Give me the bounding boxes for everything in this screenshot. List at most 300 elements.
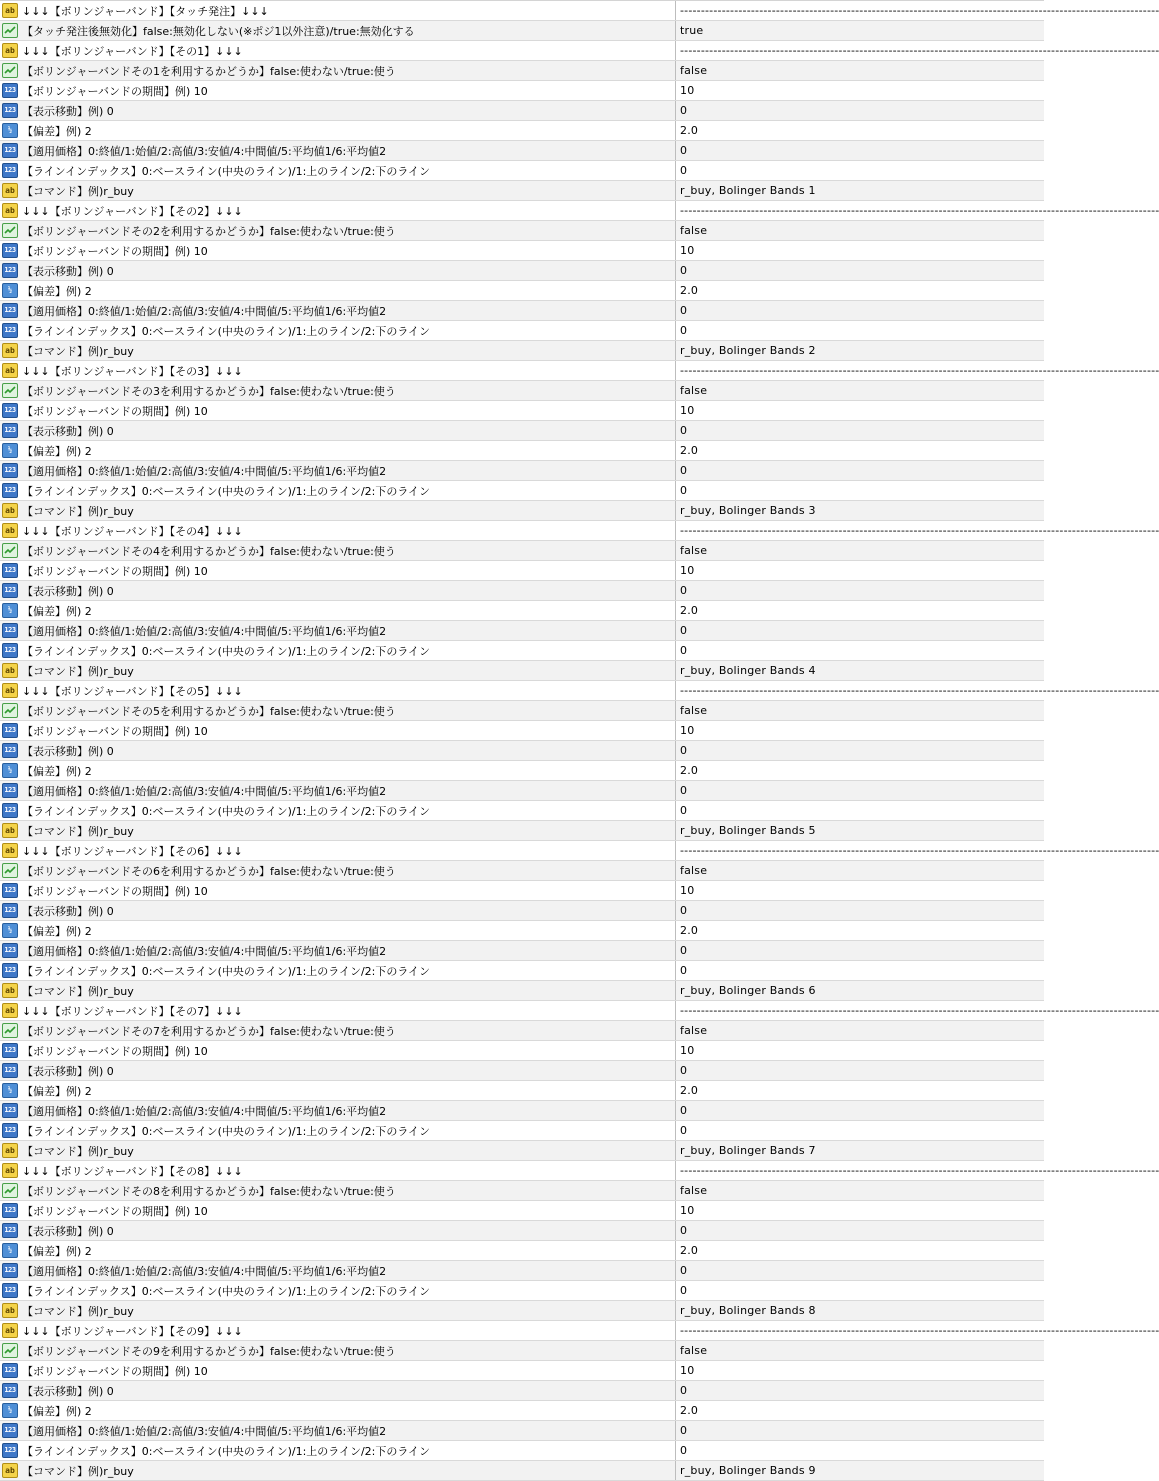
- integer-type-icon: 123: [2, 303, 18, 318]
- parameter-value-cell[interactable]: 10: [680, 1044, 695, 1057]
- parameter-name: 【ボリンジャーバンドの期間】例) 10: [22, 1204, 208, 1218]
- parameter-value-cell[interactable]: -------------------------------------------------------------------------------------------------------------------: [680, 524, 1159, 537]
- parameter-row-65[interactable]: [0, 1281, 1044, 1301]
- parameter-value-cell[interactable]: 2.0: [680, 924, 699, 937]
- parameter-name: 【表示移動】例) 0: [22, 744, 114, 758]
- parameter-row-67[interactable]: [0, 1321, 1159, 1341]
- parameter-name-cell[interactable]: [0, 901, 676, 920]
- parameter-row-41[interactable]: [0, 801, 1044, 821]
- parameter-value-cell[interactable]: 10: [680, 564, 695, 577]
- parameter-row-64[interactable]: [0, 1261, 1044, 1281]
- parameter-name-cell[interactable]: [0, 381, 676, 400]
- string-type-icon: ab: [2, 503, 18, 518]
- parameter-value-cell[interactable]: 0: [680, 1444, 688, 1457]
- double-type-icon: ½: [2, 763, 18, 778]
- parameter-name-cell[interactable]: [0, 281, 676, 300]
- parameter-row-61[interactable]: [0, 1201, 1044, 1221]
- parameter-value-cell[interactable]: 0: [680, 164, 688, 177]
- parameter-name-cell[interactable]: [0, 541, 676, 560]
- parameter-row-12[interactable]: [0, 221, 1044, 241]
- integer-type-icon: 123: [2, 1423, 18, 1438]
- parameter-name-cell[interactable]: [0, 1201, 676, 1220]
- parameter-name: 【表示移動】例) 0: [22, 584, 114, 598]
- parameter-name-cell[interactable]: [0, 481, 676, 500]
- parameter-row-14[interactable]: [0, 261, 1044, 281]
- parameter-value-cell[interactable]: 0: [680, 1384, 688, 1397]
- parameter-value-cell[interactable]: 0: [680, 904, 688, 917]
- parameter-name-cell[interactable]: [0, 21, 676, 40]
- integer-type-icon: 123: [2, 103, 18, 118]
- parameter-value-cell[interactable]: 0: [680, 804, 688, 817]
- integer-type-icon: 123: [2, 1443, 18, 1458]
- parameter-value-cell[interactable]: -------------------------------------------------------------------------------------------------------------------: [680, 1004, 1159, 1017]
- parameter-name-cell[interactable]: [0, 201, 676, 220]
- parameter-name: ↓↓↓【ボリンジャーバンド】【その9】↓↓↓: [22, 1324, 243, 1338]
- integer-type-icon: 123: [2, 1043, 18, 1058]
- parameter-value-cell[interactable]: 2.0: [680, 124, 699, 137]
- parameter-name: 【コマンド】例)r_buy: [22, 1144, 134, 1158]
- parameter-row-68[interactable]: [0, 1341, 1044, 1361]
- parameter-row-35[interactable]: [0, 681, 1159, 701]
- parameter-row-34[interactable]: [0, 661, 1044, 681]
- parameter-name: 【ボリンジャーバンドその7を利用するかどうか】false:使わない/true:使う: [22, 1024, 396, 1038]
- parameter-name-cell[interactable]: [0, 1121, 676, 1140]
- parameter-name-cell[interactable]: [0, 261, 676, 280]
- parameter-row-30[interactable]: [0, 581, 1044, 601]
- parameter-name-cell[interactable]: [0, 821, 676, 840]
- parameter-row-72[interactable]: [0, 1421, 1044, 1441]
- parameter-name-cell[interactable]: [0, 461, 676, 480]
- parameter-name-cell[interactable]: [0, 1281, 676, 1300]
- integer-type-icon: 123: [2, 1123, 18, 1138]
- parameter-value-cell[interactable]: 2.0: [680, 1404, 699, 1417]
- parameter-row-46[interactable]: [0, 901, 1044, 921]
- parameter-name-cell[interactable]: [0, 1441, 676, 1460]
- parameter-value-cell[interactable]: false: [680, 1184, 708, 1197]
- bool-type-icon: [2, 863, 18, 878]
- integer-type-icon: 123: [2, 163, 18, 178]
- parameter-value-cell[interactable]: 10: [680, 724, 695, 737]
- parameter-row-71[interactable]: [0, 1401, 1044, 1421]
- parameter-value-cell[interactable]: 2.0: [680, 1244, 699, 1257]
- parameter-value-cell[interactable]: -------------------------------------------------------------------------------------------------------------------: [680, 204, 1159, 217]
- parameter-name: 【コマンド】例)r_buy: [22, 344, 134, 358]
- parameter-row-56[interactable]: [0, 1101, 1044, 1121]
- parameter-value-cell[interactable]: 0: [680, 1224, 688, 1237]
- parameter-value-cell[interactable]: 0: [680, 1284, 688, 1297]
- parameter-name: 【ボリンジャーバンドの期間】例) 10: [22, 724, 208, 738]
- integer-type-icon: 123: [2, 1363, 18, 1378]
- parameter-row-32[interactable]: [0, 621, 1044, 641]
- parameter-name: 【ラインインデックス】0:ベースライン(中央のライン)/1:上のライン/2:下のライン: [22, 484, 431, 498]
- parameter-name-cell[interactable]: [0, 861, 676, 880]
- parameter-row-69[interactable]: [0, 1361, 1044, 1381]
- parameter-name-cell[interactable]: [0, 1341, 676, 1360]
- integer-type-icon: 123: [2, 143, 18, 158]
- parameter-name-cell[interactable]: [0, 521, 676, 540]
- parameter-name-cell[interactable]: [0, 1361, 676, 1380]
- parameter-name: 【偏差】例) 2: [22, 1404, 92, 1418]
- parameter-value-cell[interactable]: false: [680, 224, 708, 237]
- parameter-row-22[interactable]: [0, 421, 1044, 441]
- parameter-name-cell[interactable]: [0, 1221, 676, 1240]
- parameter-row-66[interactable]: [0, 1301, 1044, 1321]
- parameter-name: ↓↓↓【ボリンジャーバンド】【その1】↓↓↓: [22, 44, 243, 58]
- parameter-value-cell[interactable]: false: [680, 384, 708, 397]
- parameter-value-cell[interactable]: r_buy, Bolinger Bands 4: [680, 664, 816, 677]
- parameter-value-cell[interactable]: -------------------------------------------------------------------------------------------------------------------: [680, 1324, 1159, 1337]
- parameter-value-cell[interactable]: 2.0: [680, 764, 699, 777]
- parameter-value-cell[interactable]: r_buy, Bolinger Bands 6: [680, 984, 816, 997]
- parameter-value-cell[interactable]: 2.0: [680, 1084, 699, 1097]
- string-type-icon: ab: [2, 1143, 18, 1158]
- parameter-name: 【ボリンジャーバンドの期間】例) 10: [22, 1364, 208, 1378]
- parameter-value-cell[interactable]: 0: [680, 1424, 688, 1437]
- parameter-name: 【適用価格】0:終値/1:始値/2:高値/3:安値/4:中間値/5:平均値1/6:平均値2: [22, 144, 387, 158]
- parameter-row-49[interactable]: [0, 961, 1044, 981]
- trend-line-glyph: [4, 66, 16, 75]
- parameter-value-cell[interactable]: r_buy, Bolinger Bands 8: [680, 1304, 816, 1317]
- parameter-name-cell[interactable]: [0, 441, 676, 460]
- parameter-name-cell[interactable]: [0, 1241, 676, 1260]
- parameter-row-51[interactable]: [0, 1001, 1159, 1021]
- parameter-name-cell[interactable]: [0, 141, 676, 160]
- parameter-name-cell[interactable]: [0, 181, 676, 200]
- parameter-row-17[interactable]: [0, 321, 1044, 341]
- parameter-name: 【ボリンジャーバンドその3を利用するかどうか】false:使わない/true:使う: [22, 384, 396, 398]
- parameter-value-cell[interactable]: 2.0: [680, 444, 699, 457]
- parameter-row-58[interactable]: [0, 1141, 1044, 1161]
- parameter-value-cell[interactable]: 0: [680, 584, 688, 597]
- parameter-value-cell[interactable]: 10: [680, 84, 695, 97]
- parameter-value-cell[interactable]: r_buy, Bolinger Bands 7: [680, 1144, 816, 1157]
- parameter-name: 【表示移動】例) 0: [22, 1224, 114, 1238]
- parameter-value-cell[interactable]: 0: [680, 744, 688, 757]
- parameter-value-cell[interactable]: 0: [680, 944, 688, 957]
- parameter-value-cell[interactable]: -------------------------------------------------------------------------------------------------------------------: [680, 684, 1159, 697]
- parameter-name-cell[interactable]: [0, 1321, 676, 1340]
- parameter-name: 【偏差】例) 2: [22, 924, 92, 938]
- parameter-name-cell[interactable]: [0, 961, 676, 980]
- parameter-name-cell[interactable]: [0, 1021, 676, 1040]
- parameter-value-cell[interactable]: 0: [680, 964, 688, 977]
- parameter-name-cell[interactable]: [0, 1401, 676, 1420]
- parameter-name: 【ボリンジャーバンドの期間】例) 10: [22, 404, 208, 418]
- parameter-value-cell[interactable]: false: [680, 1024, 708, 1037]
- parameter-value-cell[interactable]: 10: [680, 404, 695, 417]
- parameter-name: 【表示移動】例) 0: [22, 1384, 114, 1398]
- parameter-row-31[interactable]: [0, 601, 1044, 621]
- parameter-value-cell[interactable]: 0: [680, 1124, 688, 1137]
- parameter-row-28[interactable]: [0, 541, 1044, 561]
- parameter-name-cell[interactable]: [0, 921, 676, 940]
- parameter-value-cell[interactable]: 2.0: [680, 284, 699, 297]
- integer-type-icon: 123: [2, 1383, 18, 1398]
- parameter-name-cell[interactable]: [0, 301, 676, 320]
- parameter-row-40[interactable]: [0, 781, 1044, 801]
- parameter-value-cell[interactable]: 0: [680, 464, 688, 477]
- integer-type-icon: 123: [2, 803, 18, 818]
- parameter-name: ↓↓↓【ボリンジャーバンド】【その4】↓↓↓: [22, 524, 243, 538]
- integer-type-icon: 123: [2, 1223, 18, 1238]
- parameter-row-36[interactable]: [0, 701, 1044, 721]
- parameter-value-cell[interactable]: 0: [680, 644, 688, 657]
- parameter-row-3[interactable]: [0, 41, 1159, 61]
- parameter-row-54[interactable]: [0, 1061, 1044, 1081]
- parameter-name-cell[interactable]: [0, 41, 676, 60]
- parameter-value-cell[interactable]: false: [680, 64, 708, 77]
- integer-type-icon: 123: [2, 623, 18, 638]
- parameter-value-cell[interactable]: 0: [680, 1264, 688, 1277]
- parameter-name-cell[interactable]: [0, 321, 676, 340]
- parameter-row-11[interactable]: [0, 201, 1159, 221]
- parameter-value-cell[interactable]: r_buy, Bolinger Bands 3: [680, 504, 816, 517]
- parameter-row-37[interactable]: [0, 721, 1044, 741]
- parameter-value-cell[interactable]: 10: [680, 244, 695, 257]
- parameter-name-cell[interactable]: [0, 81, 676, 100]
- bool-type-icon: [2, 1023, 18, 1038]
- parameter-value-cell[interactable]: 10: [680, 884, 695, 897]
- string-type-icon: ab: [2, 3, 18, 18]
- parameter-row-26[interactable]: [0, 501, 1044, 521]
- parameter-name: 【ボリンジャーバンドその5を利用するかどうか】false:使わない/true:使う: [22, 704, 396, 718]
- parameter-row-7[interactable]: [0, 121, 1044, 141]
- parameter-row-73[interactable]: [0, 1441, 1044, 1461]
- parameter-value-cell[interactable]: 0: [680, 1104, 688, 1117]
- integer-type-icon: 123: [2, 463, 18, 478]
- parameter-value-cell[interactable]: -------------------------------------------------------------------------------------------------------------------: [680, 4, 1159, 17]
- integer-type-icon: 123: [2, 1103, 18, 1118]
- parameter-name-cell[interactable]: [0, 1101, 676, 1120]
- parameter-name-cell[interactable]: [0, 361, 676, 380]
- string-type-icon: ab: [2, 843, 18, 858]
- parameter-name: 【偏差】例) 2: [22, 124, 92, 138]
- parameter-value-cell[interactable]: 0: [680, 624, 688, 637]
- parameter-row-27[interactable]: [0, 521, 1159, 541]
- parameter-name: 【コマンド】例)r_buy: [22, 984, 134, 998]
- parameter-name-cell[interactable]: [0, 1421, 676, 1440]
- parameter-name-cell[interactable]: [0, 881, 676, 900]
- parameter-value-cell[interactable]: 10: [680, 1364, 695, 1377]
- parameter-value-cell[interactable]: r_buy, Bolinger Bands 9: [680, 1464, 816, 1477]
- parameter-name-cell[interactable]: [0, 561, 676, 580]
- parameter-name-cell[interactable]: [0, 501, 676, 520]
- integer-type-icon: 123: [2, 743, 18, 758]
- parameter-name: 【適用価格】0:終値/1:始値/2:高値/3:安値/4:中間値/5:平均値1/6:平均値2: [22, 1264, 387, 1278]
- parameter-name: 【適用価格】0:終値/1:始値/2:高値/3:安値/4:中間値/5:平均値1/6:平均値2: [22, 944, 387, 958]
- parameter-name-cell[interactable]: [0, 801, 676, 820]
- parameter-name-cell[interactable]: [0, 641, 676, 660]
- parameter-name-cell[interactable]: [0, 1141, 676, 1160]
- parameter-name-cell[interactable]: [0, 341, 676, 360]
- parameter-name: 【適用価格】0:終値/1:始値/2:高値/3:安値/4:中間値/5:平均値1/6:平均値2: [22, 464, 387, 478]
- parameter-name-cell[interactable]: [0, 601, 676, 620]
- parameter-value-cell[interactable]: 0: [680, 424, 688, 437]
- parameter-name: 【適用価格】0:終値/1:始値/2:高値/3:安値/4:中間値/5:平均値1/6:平均値2: [22, 784, 387, 798]
- parameter-value-cell[interactable]: true: [680, 24, 704, 37]
- parameter-name-cell[interactable]: [0, 101, 676, 120]
- parameter-name: 【タッチ発注後無効化】false:無効化しない(※ポジ1以外注意)/true:無効化する: [22, 24, 415, 38]
- parameter-name-cell[interactable]: [0, 841, 676, 860]
- parameter-value-cell[interactable]: r_buy, Bolinger Bands 5: [680, 824, 816, 837]
- parameter-value-cell[interactable]: 0: [680, 484, 688, 497]
- parameter-row-6[interactable]: [0, 101, 1044, 121]
- parameter-row-60[interactable]: [0, 1181, 1044, 1201]
- parameter-row-47[interactable]: [0, 921, 1044, 941]
- string-type-icon: ab: [2, 1323, 18, 1338]
- parameter-name-cell[interactable]: [0, 1261, 676, 1280]
- parameter-value-cell[interactable]: false: [680, 1344, 708, 1357]
- integer-type-icon: 123: [2, 903, 18, 918]
- parameter-name-cell[interactable]: [0, 401, 676, 420]
- parameter-value-cell[interactable]: 0: [680, 144, 688, 157]
- parameter-row-25[interactable]: [0, 481, 1044, 501]
- parameter-value-cell[interactable]: -------------------------------------------------------------------------------------------------------------------: [680, 844, 1159, 857]
- parameter-row-45[interactable]: [0, 881, 1044, 901]
- string-type-icon: ab: [2, 1303, 18, 1318]
- parameter-value-cell[interactable]: 10: [680, 1204, 695, 1217]
- parameter-row-21[interactable]: [0, 401, 1044, 421]
- trend-line-glyph: [4, 226, 16, 235]
- parameter-name: 【ラインインデックス】0:ベースライン(中央のライン)/1:上のライン/2:下のライン: [22, 964, 431, 978]
- parameter-name-cell[interactable]: [0, 681, 676, 700]
- parameter-row-70[interactable]: [0, 1381, 1044, 1401]
- parameter-row-55[interactable]: [0, 1081, 1044, 1101]
- parameter-row-29[interactable]: [0, 561, 1044, 581]
- parameter-row-62[interactable]: [0, 1221, 1044, 1241]
- parameter-row-10[interactable]: [0, 181, 1044, 201]
- parameter-row-24[interactable]: [0, 461, 1044, 481]
- parameter-name: 【ボリンジャーバンドの期間】例) 10: [22, 884, 208, 898]
- parameter-name-cell[interactable]: [0, 421, 676, 440]
- parameter-value-cell[interactable]: 0: [680, 104, 688, 117]
- parameter-name: 【ボリンジャーバンドその6を利用するかどうか】false:使わない/true:使う: [22, 864, 396, 878]
- string-type-icon: ab: [2, 523, 18, 538]
- parameter-value-cell[interactable]: false: [680, 704, 708, 717]
- parameter-row-9[interactable]: [0, 161, 1044, 181]
- parameter-name: 【ボリンジャーバンドその9を利用するかどうか】false:使わない/true:使う: [22, 1344, 396, 1358]
- parameter-name-cell[interactable]: [0, 61, 676, 80]
- parameter-row-19[interactable]: [0, 361, 1159, 381]
- parameter-row-39[interactable]: [0, 761, 1044, 781]
- parameter-row-5[interactable]: [0, 81, 1044, 101]
- string-type-icon: ab: [2, 983, 18, 998]
- parameter-name-cell[interactable]: [0, 1301, 676, 1320]
- parameter-name-cell[interactable]: [0, 781, 676, 800]
- integer-type-icon: 123: [2, 423, 18, 438]
- parameter-row-53[interactable]: [0, 1041, 1044, 1061]
- parameter-name: 【ボリンジャーバンドの期間】例) 10: [22, 1044, 208, 1058]
- parameter-name: 【表示移動】例) 0: [22, 1064, 114, 1078]
- parameter-value-cell[interactable]: 0: [680, 324, 688, 337]
- parameter-row-33[interactable]: [0, 641, 1044, 661]
- trend-line-glyph: [4, 386, 16, 395]
- parameter-row-13[interactable]: [0, 241, 1044, 261]
- parameter-row-20[interactable]: [0, 381, 1044, 401]
- string-type-icon: ab: [2, 683, 18, 698]
- parameter-value-cell[interactable]: 2.0: [680, 604, 699, 617]
- parameter-row-57[interactable]: [0, 1121, 1044, 1141]
- parameter-row-74[interactable]: [0, 1461, 1044, 1481]
- parameter-name-cell[interactable]: [0, 621, 676, 640]
- parameter-row-50[interactable]: [0, 981, 1044, 1001]
- parameter-row-16[interactable]: [0, 301, 1044, 321]
- parameter-row-38[interactable]: [0, 741, 1044, 761]
- parameter-row-23[interactable]: [0, 441, 1044, 461]
- string-type-icon: ab: [2, 363, 18, 378]
- parameter-name: 【ボリンジャーバンドの期間】例) 10: [22, 244, 208, 258]
- parameter-name-cell[interactable]: [0, 1001, 676, 1020]
- parameter-value-cell[interactable]: 0: [680, 784, 688, 797]
- parameter-name: 【偏差】例) 2: [22, 444, 92, 458]
- parameter-name: 【ラインインデックス】0:ベースライン(中央のライン)/1:上のライン/2:下のライン: [22, 1444, 431, 1458]
- parameter-name: 【偏差】例) 2: [22, 284, 92, 298]
- parameter-name-cell[interactable]: [0, 161, 676, 180]
- bool-type-icon: [2, 383, 18, 398]
- parameter-row-2[interactable]: [0, 21, 1044, 41]
- parameter-name-cell[interactable]: [0, 1061, 676, 1080]
- parameter-value-cell[interactable]: 0: [680, 304, 688, 317]
- parameter-name-cell[interactable]: [0, 701, 676, 720]
- parameter-name-cell[interactable]: [0, 1081, 676, 1100]
- parameter-value-cell[interactable]: false: [680, 864, 708, 877]
- parameter-name-cell[interactable]: [0, 721, 676, 740]
- parameter-value-cell[interactable]: -------------------------------------------------------------------------------------------------------------------: [680, 364, 1159, 377]
- parameter-value-cell[interactable]: r_buy, Bolinger Bands 1: [680, 184, 816, 197]
- integer-type-icon: 123: [2, 943, 18, 958]
- parameter-name-cell[interactable]: [0, 1381, 676, 1400]
- parameter-name-cell[interactable]: [0, 241, 676, 260]
- parameter-name-cell[interactable]: [0, 741, 676, 760]
- parameter-row-48[interactable]: [0, 941, 1044, 961]
- parameter-value-cell[interactable]: false: [680, 544, 708, 557]
- integer-type-icon: 123: [2, 643, 18, 658]
- parameter-row-44[interactable]: [0, 861, 1044, 881]
- parameter-name-cell[interactable]: [0, 581, 676, 600]
- parameter-row-8[interactable]: [0, 141, 1044, 161]
- parameter-name-cell[interactable]: [0, 1161, 676, 1180]
- parameter-row-63[interactable]: [0, 1241, 1044, 1261]
- integer-type-icon: 123: [2, 243, 18, 258]
- parameter-value-cell[interactable]: 0: [680, 264, 688, 277]
- parameter-row-43[interactable]: [0, 841, 1159, 861]
- parameter-value-cell[interactable]: r_buy, Bolinger Bands 2: [680, 344, 816, 357]
- parameter-row-4[interactable]: [0, 61, 1044, 81]
- parameter-row-15[interactable]: [0, 281, 1044, 301]
- parameter-row-52[interactable]: [0, 1021, 1044, 1041]
- parameter-value-cell[interactable]: 0: [680, 1064, 688, 1077]
- parameter-name-cell[interactable]: [0, 761, 676, 780]
- parameter-row-42[interactable]: [0, 821, 1044, 841]
- parameter-name-cell[interactable]: [0, 121, 676, 140]
- parameter-name-cell[interactable]: [0, 661, 676, 680]
- parameter-name: ↓↓↓【ボリンジャーバンド】【その6】↓↓↓: [22, 844, 243, 858]
- parameter-value-cell[interactable]: -------------------------------------------------------------------------------------------------------------------: [680, 44, 1159, 57]
- parameter-value-cell[interactable]: -------------------------------------------------------------------------------------------------------------------: [680, 1164, 1159, 1177]
- parameter-row-1[interactable]: [0, 1, 1159, 21]
- parameter-name-cell[interactable]: [0, 221, 676, 240]
- parameter-name-cell[interactable]: [0, 1041, 676, 1060]
- parameter-row-59[interactable]: [0, 1161, 1159, 1181]
- parameter-name-cell[interactable]: [0, 1181, 676, 1200]
- parameter-name: 【偏差】例) 2: [22, 1084, 92, 1098]
- parameter-row-18[interactable]: [0, 341, 1044, 361]
- parameter-name-cell[interactable]: [0, 1461, 676, 1480]
- integer-type-icon: 123: [2, 963, 18, 978]
- parameter-name-cell[interactable]: [0, 981, 676, 1000]
- parameter-name-cell[interactable]: [0, 941, 676, 960]
- parameter-name-cell[interactable]: [0, 1, 676, 20]
